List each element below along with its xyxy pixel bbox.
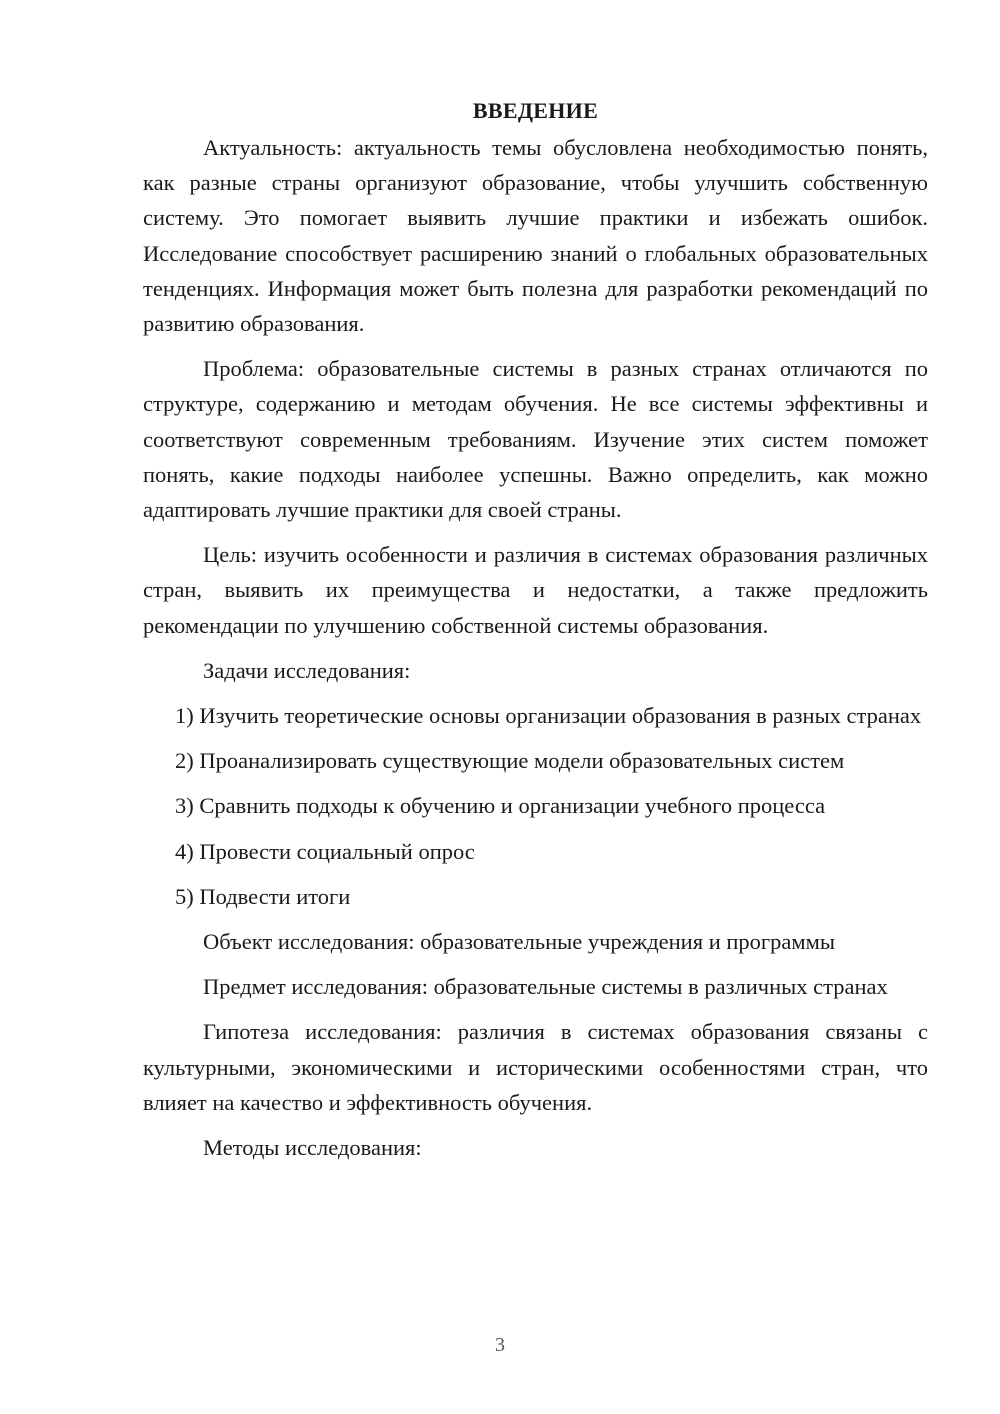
hypothesis-paragraph: Гипотеза исследования: различия в системах образования связаны с культурными, экономическими и историческими особенностями стран, что влияет на качество и эффективность обучения. <box>143 1019 928 1115</box>
task-item-4: 4) Провести социальный опрос <box>175 838 475 864</box>
relevance-paragraph: Актуальность: актуальность темы обусловлена необходимостью понять, как разные страны организуют образование, чтобы улучшить собственную систему. Это помогает выявить лучшие практики и избежать ошибок. Исследование способствует расширению знаний о глобальных образовательных тенденциях. Информация может быть полезна для разработки рекомендаций по развитию образования. <box>143 135 928 337</box>
object-paragraph: Объект исследования: образовательные учреждения и программы <box>203 929 835 955</box>
problem-paragraph: Проблема: образовательные системы в разных странах отличаются по структуре, содержанию и методам обучения. Не все системы эффективны и соответствуют современным требованиям. Изучение этих систем поможет понять, какие подходы наиболее успешны. Важно определить, как можно адаптировать лучшие практики для своей страны. <box>143 356 928 523</box>
page-number: 3 <box>495 1334 505 1356</box>
section-heading: ВВЕДЕНИЕ <box>472 98 599 123</box>
page-content <box>143 94 928 1175</box>
goal-paragraph: Цель: изучить особенности и различия в системах образования различных стран, выявить их преимущества и недостатки, а также предложить рекомендации по улучшению собственной системы образования. <box>143 542 928 638</box>
task-item-2: 2) Проанализировать существующие модели образовательных систем <box>175 748 845 774</box>
subject-paragraph: Предмет исследования: образовательные системы в различных странах <box>203 974 888 1000</box>
methods-paragraph: Методы исследования: <box>203 1135 422 1161</box>
task-item-5: 5) Подвести итоги <box>175 883 351 909</box>
task-item-3: 3) Сравнить подходы к обучению и организации учебного процесса <box>175 793 826 819</box>
task-item-1: 1) Изучить теоретические основы организации образования в разных странах <box>175 703 922 729</box>
tasks-heading: Задачи исследования: <box>203 657 411 683</box>
